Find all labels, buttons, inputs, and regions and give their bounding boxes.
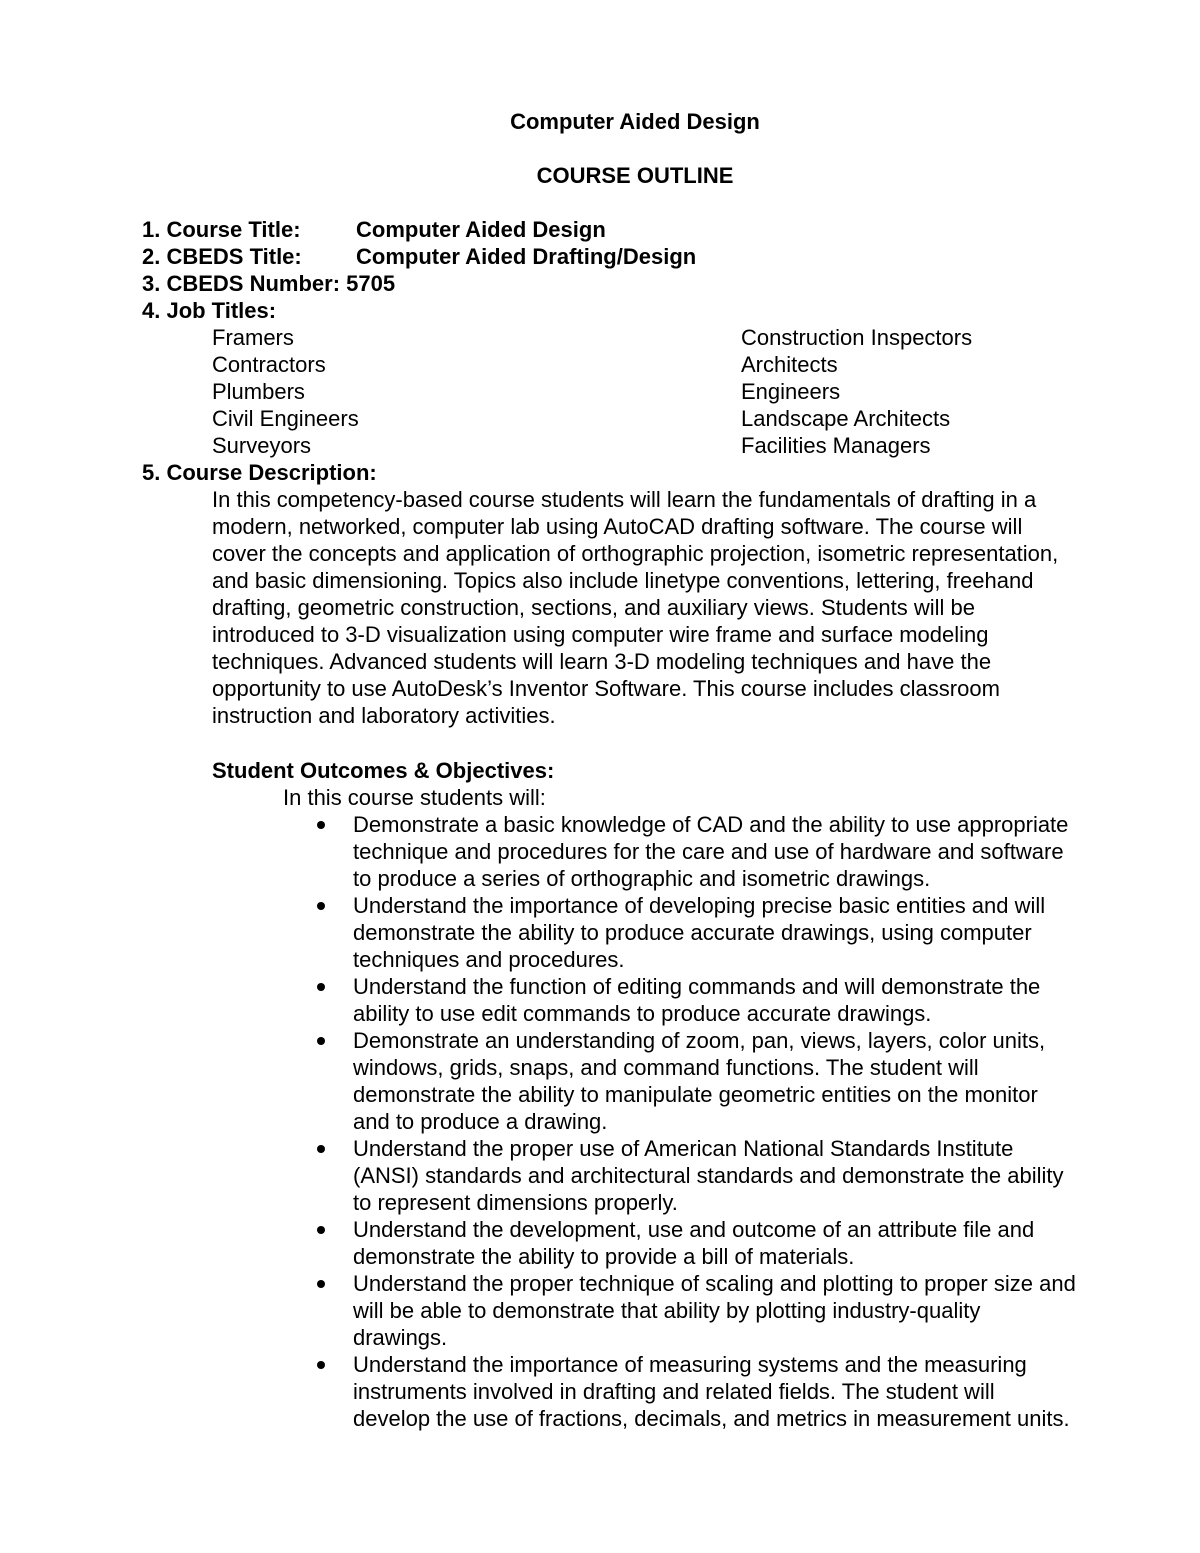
- objective-line: Understand the function of editing commands and will demonstrate the: [353, 974, 1041, 999]
- description-line: techniques. Advanced students will learn 3-D modeling techniques and have the: [212, 649, 992, 674]
- objective-line: Understand the development, use and outcome of an attribute file and: [353, 1217, 1035, 1242]
- bullet-icon: [317, 1145, 325, 1153]
- job-title-item: Construction Inspectors: [741, 325, 973, 350]
- objective-line: demonstrate the ability to provide a bill of materials.: [353, 1244, 855, 1269]
- cbeds-title-label: 2. CBEDS Title:: [142, 244, 302, 269]
- bullet-icon: [317, 1037, 325, 1045]
- cbeds-title-value: Computer Aided Drafting/Design: [356, 244, 697, 269]
- description-line: drafting, geometric construction, sections, and auxiliary views. Students will be: [212, 595, 976, 620]
- objective-line: demonstrate the ability to produce accurate drawings, using computer: [353, 920, 1032, 945]
- objective-line: to represent dimensions properly.: [353, 1190, 678, 1215]
- objective-line: drawings.: [353, 1325, 448, 1350]
- outcomes-intro: In this course students will:: [283, 785, 546, 810]
- objective-line: will be able to demonstrate that ability by plotting industry-quality: [353, 1298, 981, 1323]
- objective-line: Demonstrate an understanding of zoom, pan, views, layers, color units,: [353, 1028, 1046, 1053]
- course-title-value: Computer Aided Design: [356, 217, 606, 242]
- job-title-item: Surveyors: [212, 433, 312, 458]
- bullet-icon: [317, 1280, 325, 1288]
- description-line: instruction and laboratory activities.: [212, 703, 556, 728]
- job-title-item: Contractors: [212, 352, 326, 377]
- objective-line: (ANSI) standards and architectural standards and demonstrate the ability: [353, 1163, 1064, 1188]
- bullet-icon: [317, 821, 325, 829]
- job-title-item: Framers: [212, 325, 294, 350]
- outcomes-heading: Student Outcomes & Objectives:: [212, 758, 555, 783]
- job-title-item: Facilities Managers: [741, 433, 931, 458]
- course-description-label: 5. Course Description:: [142, 460, 377, 485]
- bullet-icon: [317, 1361, 325, 1369]
- objective-line: demonstrate the ability to manipulate geometric entities on the monitor: [353, 1082, 1038, 1107]
- objective-line: instruments involved in drafting and related fields. The student will: [353, 1379, 995, 1404]
- bullet-icon: [317, 983, 325, 991]
- bullet-icon: [317, 1226, 325, 1234]
- outline-heading: COURSE OUTLINE: [536, 163, 734, 188]
- bullet-icon: [317, 902, 325, 910]
- objective-line: Understand the importance of developing precise basic entities and will: [353, 893, 1046, 918]
- description-line: cover the concepts and application of orthographic projection, isometric representation,: [212, 541, 1059, 566]
- objective-line: ability to use edit commands to produce accurate drawings.: [353, 1001, 932, 1026]
- course-title-label: 1. Course Title:: [142, 217, 301, 242]
- job-title-item: Engineers: [741, 379, 841, 404]
- document-title: Computer Aided Design: [510, 109, 760, 134]
- job-titles-label: 4. Job Titles:: [142, 298, 277, 323]
- description-line: opportunity to use AutoDesk’s Inventor Software. This course includes classroom: [212, 676, 1000, 701]
- objective-line: windows, grids, snaps, and command functions. The student will: [353, 1055, 979, 1080]
- objective-line: technique and procedures for the care and use of hardware and software: [353, 839, 1064, 864]
- description-line: modern, networked, computer lab using AutoCAD drafting software. The course will: [212, 514, 1023, 539]
- objective-line: Understand the proper use of American National Standards Institute: [353, 1136, 1014, 1161]
- job-title-item: Architects: [741, 352, 838, 377]
- cbeds-number: 3. CBEDS Number: 5705: [142, 271, 396, 296]
- job-title-item: Landscape Architects: [741, 406, 951, 431]
- objective-line: to produce a series of orthographic and isometric drawings.: [353, 866, 931, 891]
- objective-line: techniques and procedures.: [353, 947, 625, 972]
- description-line: In this competency-based course students will learn the fundamentals of drafting in a: [212, 487, 1037, 512]
- objective-line: and to produce a drawing.: [353, 1109, 608, 1134]
- objective-line: Understand the proper technique of scaling and plotting to proper size and: [353, 1271, 1076, 1296]
- objective-line: develop the use of fractions, decimals, and metrics in measurement units.: [353, 1406, 1070, 1431]
- description-line: introduced to 3-D visualization using computer wire frame and surface modeling: [212, 622, 989, 647]
- description-line: and basic dimensioning. Topics also include linetype conventions, lettering, freehand: [212, 568, 1034, 593]
- job-title-item: Plumbers: [212, 379, 305, 404]
- job-title-item: Civil Engineers: [212, 406, 359, 431]
- objective-line: Demonstrate a basic knowledge of CAD and the ability to use appropriate: [353, 812, 1069, 837]
- objective-line: Understand the importance of measuring systems and the measuring: [353, 1352, 1027, 1377]
